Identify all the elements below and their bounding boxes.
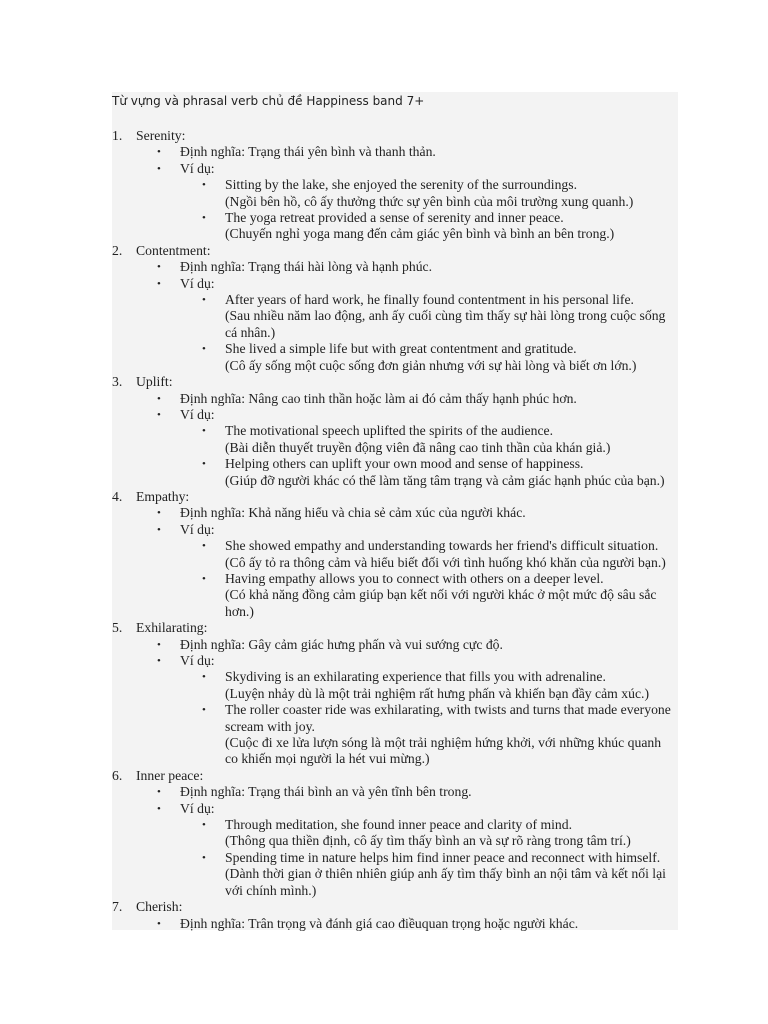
definition-row <box>112 637 678 653</box>
bullet-icon: • <box>202 671 206 684</box>
definition-row <box>112 144 678 160</box>
vocab-term-row <box>112 374 678 390</box>
example-body <box>225 210 678 243</box>
example-vietnamese: (Thông qua thiền định, cô ấy tìm thấy bình an và sự rõ ràng trong tâm trí.) <box>225 833 631 849</box>
bullet-icon: • <box>202 212 206 225</box>
item-number: 3. <box>112 374 123 390</box>
definition-text: Định nghĩa: Trạng thái yên bình và thanh thản. <box>180 144 436 160</box>
vocab-term: Contentment: <box>136 242 211 258</box>
vocabulary-list <box>112 128 678 932</box>
example-body <box>225 571 678 620</box>
example-english: After years of hard work, he finally found contentment in his personal life. <box>225 292 634 308</box>
example-body <box>225 177 678 210</box>
item-number: 7. <box>112 899 123 915</box>
example-row <box>112 341 678 374</box>
example-row <box>112 702 678 768</box>
vocab-item <box>112 489 678 620</box>
vocab-item <box>112 243 678 374</box>
bullet-icon: • <box>157 523 161 536</box>
bullet-icon: • <box>202 540 206 553</box>
examples-label-row <box>112 801 678 817</box>
vocab-term: Serenity: <box>136 128 186 143</box>
example-english: Through meditation, she found inner peace and clarity of mind. <box>225 817 573 833</box>
examples-label-row <box>112 407 678 423</box>
example-vietnamese: (Bài diễn thuyết truyền động viên đã nâng cao tinh thần của khán giả.) <box>225 439 611 455</box>
bullet-icon: • <box>157 408 161 421</box>
item-number: 4. <box>112 488 123 504</box>
example-row <box>112 817 678 850</box>
definition-text: Định nghĩa: Trân trọng và đánh giá cao điềuquan trọng hoặc người khác. <box>180 915 579 931</box>
bullet-icon: • <box>202 572 206 585</box>
example-vietnamese: (Luyện nhảy dù là một trải nghiệm rất hưng phấn và khiến bạn đầy cảm xúc.) <box>225 685 649 701</box>
item-number: 2. <box>112 242 123 258</box>
bullet-icon: • <box>202 704 206 717</box>
bullet-icon: • <box>202 819 206 832</box>
vocab-term-row <box>112 768 678 784</box>
example-vietnamese: (Cuộc đi xe lửa lượn sóng là một trải nghiệm hứng khởi, với những khúc quanh co khiến mọi người la hét vui mừng.) <box>225 735 662 767</box>
example-english: She lived a simple life but with great contentment and gratitude. <box>225 341 577 357</box>
bullet-icon: • <box>157 162 161 175</box>
vocab-term: Uplift: <box>136 374 173 390</box>
bullet-icon: • <box>157 786 161 799</box>
definition-text: Định nghĩa: Trạng thái hài lòng và hạnh phúc. <box>180 259 433 275</box>
example-vietnamese: (Sau nhiều năm lao động, anh ấy cuối cùng tìm thấy sự hài lòng trong cuộc sống cá nhân.) <box>225 308 666 340</box>
bullet-icon: • <box>157 638 161 651</box>
example-body <box>225 292 678 341</box>
example-body <box>225 850 678 899</box>
example-english: The yoga retreat provided a sense of serenity and inner peace. <box>225 210 564 226</box>
example-row <box>112 423 678 456</box>
examples-label-row <box>112 522 678 538</box>
definition-row <box>112 259 678 275</box>
bullet-icon: • <box>157 802 161 815</box>
bullet-icon: • <box>202 458 206 471</box>
vocab-item <box>112 128 678 243</box>
vocab-item <box>112 620 678 768</box>
vocab-term: Exhilarating: <box>136 620 208 636</box>
example-row <box>112 456 678 489</box>
example-body <box>225 702 678 768</box>
example-vietnamese: (Giúp đỡ người khác có thể làm tăng tâm trạng và cảm giác hạnh phúc của bạn.) <box>225 472 665 488</box>
examples-label: Ví dụ: <box>180 406 215 422</box>
example-vietnamese: (Chuyến nghỉ yoga mang đến cảm giác yên bình và bình an bên trong.) <box>225 226 615 242</box>
example-vietnamese: (Cô ấy sống một cuộc sống đơn giản nhưng với sự hài lòng và biết ơn lớn.) <box>225 357 637 373</box>
definition-row <box>112 784 678 800</box>
example-row <box>112 292 678 341</box>
vocab-term-row <box>112 243 678 259</box>
example-row <box>112 538 678 571</box>
examples-label-row <box>112 161 678 177</box>
vocab-item <box>112 899 678 932</box>
example-english: Spending time in nature helps him find inner peace and reconnect with himself. <box>225 849 661 865</box>
examples-label: Ví dụ: <box>180 653 215 668</box>
example-body <box>225 341 678 374</box>
examples-label: Ví dụ: <box>180 800 215 816</box>
bullet-icon: • <box>157 917 161 930</box>
examples-label: Ví dụ: <box>180 521 215 537</box>
example-english: Skydiving is an exhilarating experience that fills you with adrenaline. <box>225 669 606 685</box>
examples-label: Ví dụ: <box>180 275 215 291</box>
example-english: The motivational speech uplifted the spirits of the audience. <box>225 423 554 439</box>
example-english: The roller coaster ride was exhilarating, with twists and turns that made everyone scream with joy. <box>225 702 671 734</box>
example-row <box>112 669 678 702</box>
item-number: 6. <box>112 767 123 783</box>
example-row <box>112 177 678 210</box>
example-vietnamese: (Cô ấy tỏ ra thông cảm và hiểu biết đối với tình huống khó khăn của người bạn.) <box>225 554 666 570</box>
examples-label-row <box>112 653 678 669</box>
vocab-term-row <box>112 128 678 144</box>
vocab-term-row <box>112 620 678 636</box>
example-english: Helping others can uplift your own mood and sense of happiness. <box>225 456 584 472</box>
example-english: Having empathy allows you to connect with others on a deeper level. <box>225 570 604 586</box>
vocab-item <box>112 768 678 899</box>
example-english: Sitting by the lake, she enjoyed the serenity of the surroundings. <box>225 177 578 193</box>
item-number: 1. <box>112 128 123 143</box>
example-vietnamese: (Dành thời gian ở thiên nhiên giúp anh ấy tìm thấy bình an nội tâm và kết nối lại với chính mình.) <box>225 866 666 898</box>
definition-text: Định nghĩa: Trạng thái bình an và yên tĩnh bên trong. <box>180 784 472 800</box>
item-number: 5. <box>112 620 123 636</box>
bullet-icon: • <box>157 392 161 405</box>
definition-row <box>112 505 678 521</box>
vocab-term-row <box>112 899 678 915</box>
vocab-term: Empathy: <box>136 488 190 504</box>
bullet-icon: • <box>202 294 206 307</box>
example-body <box>225 538 678 571</box>
bullet-icon: • <box>157 655 161 667</box>
definition-text: Định nghĩa: Nâng cao tinh thần hoặc làm ai đó cảm thấy hạnh phúc hơn. <box>180 390 577 406</box>
example-english: She showed empathy and understanding towards her friend's difficult situation. <box>225 538 659 554</box>
definition-text: Định nghĩa: Khả năng hiểu và chia sẻ cảm xúc của người khác. <box>180 505 526 521</box>
bullet-icon: • <box>202 851 206 864</box>
examples-label: Ví dụ: <box>180 160 215 176</box>
examples-label-row <box>112 276 678 292</box>
example-vietnamese: (Ngồi bên hồ, cô ấy thưởng thức sự yên bình của môi trường xung quanh.) <box>225 193 634 209</box>
vocab-item <box>112 374 678 489</box>
bullet-icon: • <box>157 146 161 159</box>
example-row <box>112 850 678 899</box>
example-body <box>225 456 678 489</box>
bullet-icon: • <box>202 343 206 356</box>
definition-text: Định nghĩa: Gây cảm giác hưng phấn và vui sướng cực độ. <box>180 636 503 652</box>
example-row <box>112 210 678 243</box>
bullet-icon: • <box>157 277 161 290</box>
example-body <box>225 423 678 456</box>
example-body <box>225 669 678 702</box>
vocab-term: Inner peace: <box>136 767 204 783</box>
bullet-icon: • <box>157 507 161 520</box>
definition-row <box>112 391 678 407</box>
bullet-icon: • <box>202 425 206 438</box>
bullet-icon: • <box>202 179 206 192</box>
example-vietnamese: (Có khả năng đồng cảm giúp bạn kết nối với người khác ở một mức độ sâu sắc hơn.) <box>225 587 657 619</box>
vocab-term-row <box>112 489 678 505</box>
example-row <box>112 571 678 620</box>
document-title: Từ vựng và phrasal verb chủ đề Happiness band 7+ <box>112 94 425 108</box>
example-body <box>225 817 678 850</box>
vocab-term: Cherish: <box>136 899 183 915</box>
definition-row <box>112 916 678 932</box>
bullet-icon: • <box>157 261 161 274</box>
